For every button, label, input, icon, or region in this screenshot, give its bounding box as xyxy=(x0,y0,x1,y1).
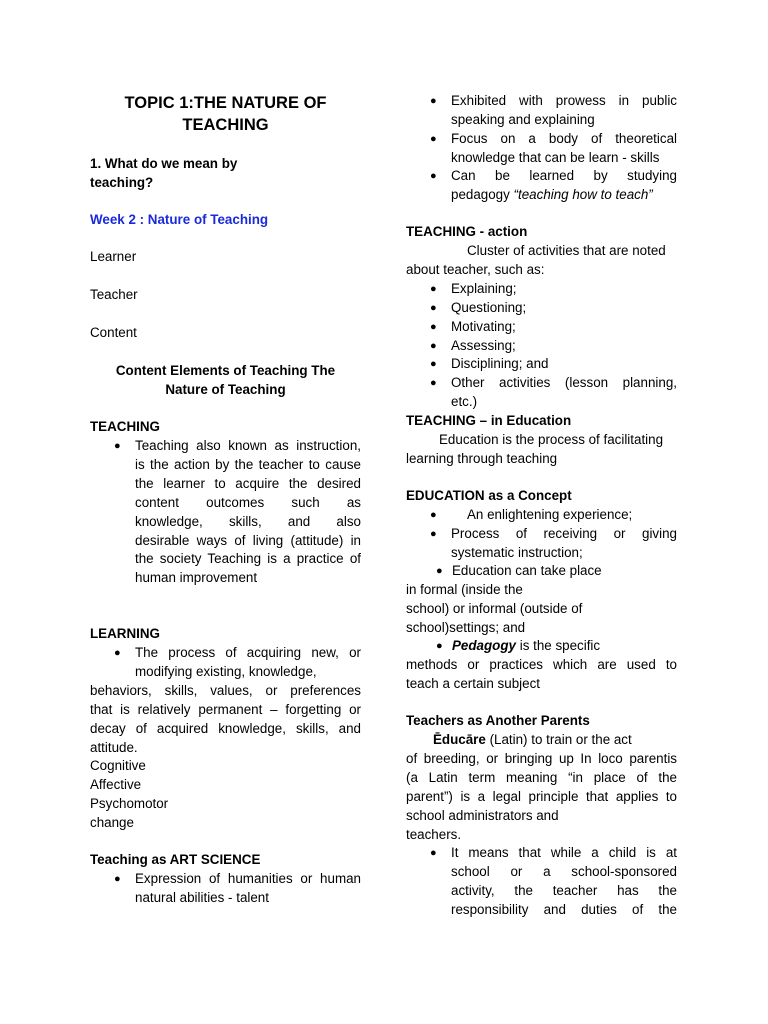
action-paragraph: Cluster of activities that are noted about teacher, such as: xyxy=(406,243,666,277)
title-line: TEACHING xyxy=(182,116,269,134)
bullet-icon: ● xyxy=(436,640,443,652)
bullet-icon: ● xyxy=(430,847,437,859)
bullet-icon: ● xyxy=(430,170,437,182)
bullet-icon: ● xyxy=(430,302,437,314)
education-paragraph: Education is the process of facilitating learning through teaching xyxy=(406,432,664,466)
educare-term: Ēducāre xyxy=(433,732,486,747)
bullet-icon: ● xyxy=(430,95,437,107)
psychomotor-label: Psychomotor xyxy=(90,795,169,811)
bullet-icon: ● xyxy=(430,377,437,389)
teaching-heading: TEACHING xyxy=(90,419,160,434)
pedagogy-term: Pedagogy xyxy=(452,638,516,653)
bullet-icon: ● xyxy=(430,321,437,333)
question-heading: 1. What do we mean by teaching? xyxy=(90,156,238,190)
content-elements-heading: Content Elements of Teaching The Nature of Teaching xyxy=(115,363,336,397)
document-title xyxy=(90,92,361,136)
bullet-icon: ● xyxy=(114,647,121,659)
pedagogy-continuation: methods or practices which are used to teach a certain subject xyxy=(406,657,677,691)
parents-paragraph: Ēducāre (Latin) to train or the act of breeding, or bringing up In loco parentis (a Latin term meaning “in place of the parent”) is a legal principle that applies to school administrators and teachers. xyxy=(406,732,677,842)
learning-heading: LEARNING xyxy=(90,626,160,641)
teaching-education-heading: TEACHING – in Education xyxy=(406,413,572,428)
bullet-icon: ● xyxy=(430,340,437,352)
teaching-action-heading: TEACHING - action xyxy=(406,224,528,239)
bullet-icon: ● xyxy=(114,440,121,452)
bullet-icon: ● xyxy=(430,283,437,295)
teacher-label: Teacher xyxy=(90,287,138,302)
affective-label: Affective xyxy=(90,776,142,792)
bullet-icon: ● xyxy=(436,565,443,577)
title-line: TOPIC 1:THE NATURE OF xyxy=(124,94,327,112)
bullet-icon: ● xyxy=(430,509,437,521)
bullet-icon: ● xyxy=(430,133,437,145)
week-heading: Week 2 : Nature of Teaching xyxy=(90,212,269,227)
art-science-heading: Teaching as ART SCIENCE xyxy=(90,852,261,867)
education-concept-heading: EDUCATION as a Concept xyxy=(406,488,572,503)
concept-continuation: in formal (inside the school) or informal (outside of school)settings; and xyxy=(406,582,583,635)
learning-continuation: behaviors, skills, values, or preferences that is relatively permanent – forgetting or decay of acquired knowledge, skills, and attitude. xyxy=(90,683,361,755)
bullet-icon: ● xyxy=(430,358,437,370)
parents-heading: Teachers as Another Parents xyxy=(406,713,590,728)
document-page: TOPIC 1:THE NATURE OF TEACHING 1. What do we mean by teaching? Week 2 : Nature of Teaching Learner Teacher Content Content Elements of Teaching The Nature of Teaching TEACHING ● Teaching also known as instruction, is the action by the teacher to cause the learner to acquire the desired content outcomes such as knowledge, skills, and also desirable ways of living (attitude) in the society Teaching is a practice of human improvement LEARNING ● The process of acquiring new, or modifying existing, knowledge, behaviors, skills, values, or preferences that is relatively permanent – forgetting or decay of acquired knowledge, skills, and attitude. Cognitive Affective Psychomotor change Teaching as ART SCIENCE ● Expression of humanities or human natural abilities - talent ● Exhibited with prowess in public speaking and explaining ● Focus on a body of theoretical knowledge that can be learn - skills ● Can be learned by studying pedagogy “teaching how to teach” TEACHING - action Cluster of activities that are noted about teacher, such as: ● Explaining; ● Questioning; ● Motivating; ● Assessing; ● Disciplining; and ● Other activities (lesson planning, etc.) TEACHING – in Education Education is the process of facilitating learning through teaching EDUCATION as a Concept ● An enlightening experience; ● Process of receiving or giving systematic instruction; ● Education can take place in formal (inside the school) or informal (outside of school)settings; and ● Pedagogy is the specific methods or practices which are used to teach a certain subject Teachers as Another Parents Ēducāre (Latin) to train or the act of breeding, or bringing up In loco parentis (a Latin term meaning “in place of the parent”) is a legal principle that applies to school administrators and teachers. ● It means that while a child is at school or a school-sponsored activity, the teacher has the responsibility and duties of the xyxy=(90,93,677,917)
bullet-icon: ● xyxy=(114,873,121,885)
domain-list xyxy=(90,757,361,833)
cognitive-label: Cognitive xyxy=(90,758,146,773)
change-label: change xyxy=(90,814,134,830)
pedagogy-quote: “teaching how to teach” xyxy=(513,186,653,202)
learner-label: Learner xyxy=(90,249,137,264)
content-label: Content xyxy=(90,325,137,340)
bullet-icon: ● xyxy=(430,528,437,540)
